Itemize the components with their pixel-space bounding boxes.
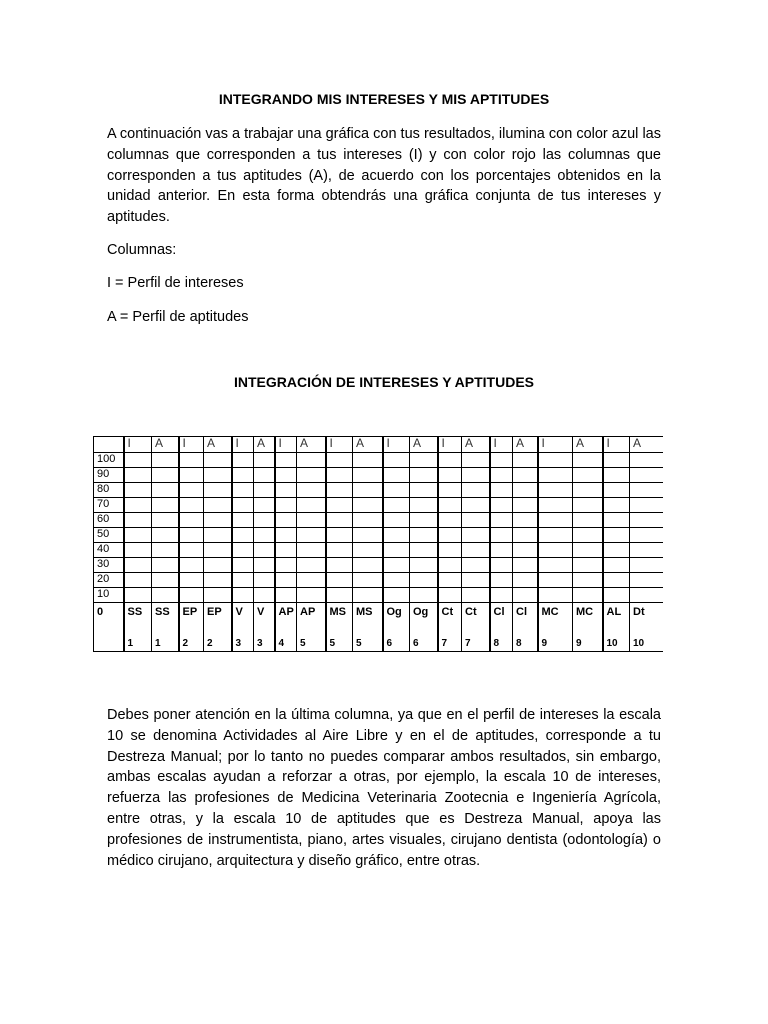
grid-level-row [94,513,664,528]
grid-header-cell: A [204,437,232,453]
grid-fill-cell [513,468,538,483]
grid-level-label: 60 [94,513,124,528]
grid-fill-cell [573,543,603,558]
grid-fill-cell [297,573,326,588]
grid-fill-cell [630,528,664,543]
grid-fill-cell [297,588,326,603]
grid-fill-cell [538,558,573,573]
grid-fill-cell [513,543,538,558]
grid-fill-cell [353,543,383,558]
grid-fill-cell [513,453,538,468]
grid-fill-cell [383,453,410,468]
grid-fill-cell [297,528,326,543]
grid-header-cell: A [410,437,438,453]
grid-scale-code: EP [204,603,232,629]
grid-fill-cell [326,543,353,558]
grid-header-row [94,437,664,453]
grid-fill-cell [275,513,297,528]
grid-fill-cell [124,573,152,588]
grid-fill-cell [513,573,538,588]
grid-level-row [94,453,664,468]
grid-fill-cell [630,453,664,468]
grid-fill-cell [297,513,326,528]
grid-fill-cell [603,483,630,498]
grid-fill-cell [462,558,490,573]
grid-fill-cell [383,573,410,588]
grid-fill-cell [124,528,152,543]
grid-fill-cell [204,453,232,468]
grid-fill-cell [152,483,179,498]
grid-fill-cell [326,483,353,498]
closing-paragraph: Debes poner atención en la última columna, ya que en el perfil de intereses la escala 10 se denomina Actividades al Aire Libre y en el de aptitudes, corresponde a tu Destreza Manual; por lo tanto no puedes comparar ambos resultados, sin embargo, ambas escalas ayudan a reforzar a otras, por ejemplo, la escala 10 de intereses, refuerza las profesiones de Medicina Veterinaria Zootecnia e Ingeniería Agrícola, entre otras, y la escala 10 de aptitudes que es Destreza Manual, apoya las profesiones de instrumentista, piano, artes visuales, cirujano dentista (odontología) o médico cirujano, arquitectura y diseño gráfico, entre otras. [107,707,661,869]
grid-fill-cell [513,588,538,603]
grid-level-label: 40 [94,543,124,558]
grid-title: INTEGRACIÓN DE INTERESES Y APTITUDES [233,374,534,390]
grid-scale-code: SS [152,603,179,629]
grid-level-row [94,528,664,543]
grid-codes-row [94,603,664,629]
grid-fill-cell [297,558,326,573]
grid-scale-code: AP [275,603,297,629]
grid-fill-cell [204,483,232,498]
grid-level-label: 100 [94,453,124,468]
columns-label: Columnas: [107,242,177,258]
grid-scale-number: 7 [462,628,490,652]
integration-table [93,436,663,652]
grid-fill-cell [353,498,383,513]
grid-fill-cell [179,588,204,603]
grid-header-cell: I [124,437,152,453]
grid-fill-cell [383,543,410,558]
grid-fill-cell [410,453,438,468]
grid-fill-cell [490,498,513,513]
grid-fill-cell [538,528,573,543]
grid-scale-code: Og [410,603,438,629]
grid-fill-cell [204,588,232,603]
grid-scale-code: Cl [513,603,538,629]
grid-fill-cell [275,528,297,543]
grid-fill-cell [462,498,490,513]
grid-fill-cell [179,468,204,483]
legend-interests: I = Perfil de intereses [107,275,244,291]
grid-fill-cell [490,483,513,498]
grid-fill-cell [462,483,490,498]
document-title: INTEGRANDO MIS INTERESES Y MIS APTITUDES [218,91,550,107]
grid-fill-cell [124,558,152,573]
grid-fill-cell [152,588,179,603]
grid-scale-number: 6 [383,628,410,652]
grid-fill-cell [383,588,410,603]
grid-scale-code: MS [326,603,353,629]
grid-fill-cell [275,498,297,513]
grid-fill-cell [410,513,438,528]
grid-origin-spacer [94,628,124,652]
grid-fill-cell [438,543,462,558]
grid-fill-cell [410,543,438,558]
grid-fill-cell [410,558,438,573]
grid-fill-cell [513,558,538,573]
grid-fill-cell [438,588,462,603]
grid-scale-code: EP [179,603,204,629]
grid-scale-number: 8 [513,628,538,652]
grid-scale-code: MC [573,603,603,629]
grid-fill-cell [326,498,353,513]
grid-header-cell: I [326,437,353,453]
grid-origin-label: 0 [94,603,124,629]
grid-scale-number: 9 [538,628,573,652]
grid-fill-cell [353,453,383,468]
grid-scale-number: 5 [326,628,353,652]
grid-header-cell: A [630,437,664,453]
grid-fill-cell [326,573,353,588]
grid-level-row [94,588,664,603]
grid-fill-cell [603,498,630,513]
grid-scale-number: 3 [254,628,275,652]
grid-fill-cell [630,573,664,588]
grid-fill-cell [630,483,664,498]
grid-fill-cell [275,558,297,573]
grid-fill-cell [383,498,410,513]
grid-level-row [94,468,664,483]
grid-fill-cell [513,498,538,513]
grid-fill-cell [204,573,232,588]
grid-fill-cell [438,573,462,588]
grid-fill-cell [538,573,573,588]
grid-fill-cell [275,483,297,498]
grid-fill-cell [254,573,275,588]
grid-fill-cell [326,453,353,468]
grid-level-row [94,483,664,498]
grid-fill-cell [254,468,275,483]
grid-header-cell: I [179,437,204,453]
grid-fill-cell [630,498,664,513]
grid-fill-cell [152,573,179,588]
grid-fill-cell [538,483,573,498]
grid-fill-cell [152,498,179,513]
grid-fill-cell [124,513,152,528]
grid-header-cell: I [538,437,573,453]
grid-fill-cell [152,543,179,558]
grid-scale-number: 4 [275,628,297,652]
grid-scale-code: Cl [490,603,513,629]
grid-fill-cell [353,528,383,543]
grid-fill-cell [630,543,664,558]
grid-fill-cell [179,543,204,558]
grid-level-label: 90 [94,468,124,483]
grid-level-label: 10 [94,588,124,603]
grid-fill-cell [573,558,603,573]
grid-fill-cell [490,528,513,543]
grid-fill-cell [204,543,232,558]
grid-fill-cell [573,573,603,588]
grid-scale-code: AP [297,603,326,629]
grid-fill-cell [179,498,204,513]
grid-fill-cell [254,453,275,468]
grid-fill-cell [538,468,573,483]
grid-scale-number: 5 [297,628,326,652]
grid-fill-cell [204,558,232,573]
grid-fill-cell [573,468,603,483]
legend-aptitudes: A = Perfil de aptitudes [107,309,249,325]
grid-fill-cell [254,588,275,603]
grid-fill-cell [204,498,232,513]
grid-fill-cell [538,453,573,468]
grid-fill-cell [124,588,152,603]
grid-fill-cell [603,543,630,558]
grid-scale-code: Dt [630,603,664,629]
grid-fill-cell [410,468,438,483]
grid-fill-cell [573,498,603,513]
grid-fill-cell [179,483,204,498]
grid-scale-number: 7 [438,628,462,652]
grid-fill-cell [232,573,254,588]
grid-fill-cell [573,483,603,498]
grid-scale-code: Ct [462,603,490,629]
grid-fill-cell [275,543,297,558]
grid-fill-cell [326,588,353,603]
grid-level-label: 30 [94,558,124,573]
grid-fill-cell [124,543,152,558]
grid-fill-cell [179,453,204,468]
grid-fill-cell [204,513,232,528]
grid-level-row [94,498,664,513]
grid-corner-cell [94,437,124,453]
grid-fill-cell [353,513,383,528]
grid-fill-cell [603,513,630,528]
grid-scale-number: 10 [603,628,630,652]
grid-fill-cell [353,468,383,483]
grid-fill-cell [603,588,630,603]
grid-fill-cell [353,573,383,588]
grid-scale-code: Og [383,603,410,629]
integration-grid [93,436,663,663]
grid-scale-code: MC [538,603,573,629]
grid-fill-cell [326,513,353,528]
grid-fill-cell [179,528,204,543]
grid-fill-cell [410,483,438,498]
grid-fill-cell [490,513,513,528]
grid-scale-number: 1 [124,628,152,652]
grid-level-label: 70 [94,498,124,513]
grid-header-cell: A [462,437,490,453]
grid-fill-cell [438,528,462,543]
grid-fill-cell [275,588,297,603]
grid-fill-cell [254,528,275,543]
grid-fill-cell [630,558,664,573]
grid-header-cell: I [490,437,513,453]
grid-fill-cell [179,573,204,588]
grid-fill-cell [603,528,630,543]
grid-scale-code: SS [124,603,152,629]
grid-fill-cell [490,558,513,573]
grid-header-cell: A [573,437,603,453]
grid-fill-cell [326,558,353,573]
grid-fill-cell [438,498,462,513]
grid-fill-cell [275,468,297,483]
grid-fill-cell [438,453,462,468]
grid-fill-cell [490,573,513,588]
grid-scale-number: 5 [353,628,383,652]
grid-fill-cell [490,453,513,468]
grid-fill-cell [152,468,179,483]
grid-fill-cell [573,528,603,543]
grid-fill-cell [538,513,573,528]
grid-fill-cell [124,483,152,498]
grid-fill-cell [410,588,438,603]
grid-fill-cell [232,453,254,468]
grid-fill-cell [353,483,383,498]
grid-fill-cell [462,543,490,558]
grid-fill-cell [383,528,410,543]
grid-fill-cell [438,483,462,498]
grid-fill-cell [490,588,513,603]
grid-fill-cell [410,498,438,513]
grid-scale-code: V [254,603,275,629]
grid-level-row [94,543,664,558]
grid-fill-cell [538,543,573,558]
grid-fill-cell [410,573,438,588]
grid-level-label: 50 [94,528,124,543]
grid-fill-cell [462,468,490,483]
grid-fill-cell [438,513,462,528]
grid-fill-cell [573,513,603,528]
grid-fill-cell [232,558,254,573]
grid-scale-number: 9 [573,628,603,652]
grid-fill-cell [254,543,275,558]
grid-fill-cell [275,573,297,588]
grid-fill-cell [573,453,603,468]
grid-fill-cell [297,468,326,483]
grid-fill-cell [326,528,353,543]
grid-fill-cell [603,573,630,588]
grid-fill-cell [513,528,538,543]
grid-fill-cell [275,453,297,468]
grid-header-cell: A [152,437,179,453]
grid-header-cell: I [275,437,297,453]
grid-fill-cell [204,468,232,483]
grid-fill-cell [630,588,664,603]
grid-fill-cell [232,513,254,528]
grid-fill-cell [124,468,152,483]
grid-fill-cell [232,528,254,543]
grid-fill-cell [462,528,490,543]
grid-fill-cell [630,468,664,483]
grid-scale-number: 10 [630,628,664,652]
grid-numbers-row [94,628,664,652]
grid-scale-number: 3 [232,628,254,652]
grid-fill-cell [124,498,152,513]
grid-level-label: 80 [94,483,124,498]
grid-fill-cell [438,558,462,573]
grid-scale-number: 2 [179,628,204,652]
grid-fill-cell [353,558,383,573]
grid-fill-cell [179,513,204,528]
grid-fill-cell [124,453,152,468]
grid-fill-cell [254,498,275,513]
grid-fill-cell [204,528,232,543]
grid-fill-cell [232,483,254,498]
grid-fill-cell [573,588,603,603]
grid-header-cell: I [232,437,254,453]
grid-level-row [94,558,664,573]
grid-fill-cell [353,588,383,603]
grid-header-cell: I [603,437,630,453]
grid-fill-cell [297,543,326,558]
grid-fill-cell [254,558,275,573]
grid-fill-cell [232,498,254,513]
grid-header-cell: A [353,437,383,453]
grid-level-row [94,573,664,588]
grid-fill-cell [490,543,513,558]
grid-fill-cell [179,558,204,573]
grid-fill-cell [630,513,664,528]
grid-header-cell: I [383,437,410,453]
grid-fill-cell [383,468,410,483]
intro-paragraph: A continuación vas a trabajar una gráfica con tus resultados, ilumina con color azul las columnas que corresponden a tus intereses (I) y con color rojo las columnas que corresponden a tus aptitudes (A), de acuerdo con los porcentajes obtenidos en la unidad anterior. En esta forma obtendrás una gráfica conjunta de tus intereses y aptitudes. [107,126,661,226]
grid-fill-cell [538,588,573,603]
grid-scale-number: 6 [410,628,438,652]
grid-scale-code: V [232,603,254,629]
grid-header-cell: A [297,437,326,453]
grid-scale-number: 2 [204,628,232,652]
grid-fill-cell [513,513,538,528]
grid-header-cell: I [438,437,462,453]
grid-fill-cell [462,513,490,528]
grid-fill-cell [383,558,410,573]
grid-fill-cell [152,453,179,468]
grid-fill-cell [232,543,254,558]
grid-scale-code: MS [353,603,383,629]
grid-fill-cell [438,468,462,483]
grid-fill-cell [152,513,179,528]
grid-fill-cell [462,573,490,588]
grid-fill-cell [603,453,630,468]
grid-scale-code: AL [603,603,630,629]
grid-header-cell: A [254,437,275,453]
grid-fill-cell [232,468,254,483]
grid-fill-cell [538,498,573,513]
grid-fill-cell [152,528,179,543]
grid-fill-cell [603,558,630,573]
grid-fill-cell [383,483,410,498]
grid-fill-cell [513,483,538,498]
grid-fill-cell [152,558,179,573]
grid-fill-cell [326,468,353,483]
grid-scale-number: 8 [490,628,513,652]
grid-fill-cell [490,468,513,483]
grid-fill-cell [383,513,410,528]
grid-scale-number: 1 [152,628,179,652]
grid-fill-cell [297,498,326,513]
grid-fill-cell [254,483,275,498]
grid-fill-cell [603,468,630,483]
grid-header-cell: A [513,437,538,453]
grid-fill-cell [462,588,490,603]
grid-fill-cell [297,483,326,498]
grid-fill-cell [297,453,326,468]
grid-fill-cell [232,588,254,603]
grid-level-label: 20 [94,573,124,588]
grid-fill-cell [462,453,490,468]
grid-fill-cell [410,528,438,543]
grid-scale-code: Ct [438,603,462,629]
grid-fill-cell [254,513,275,528]
